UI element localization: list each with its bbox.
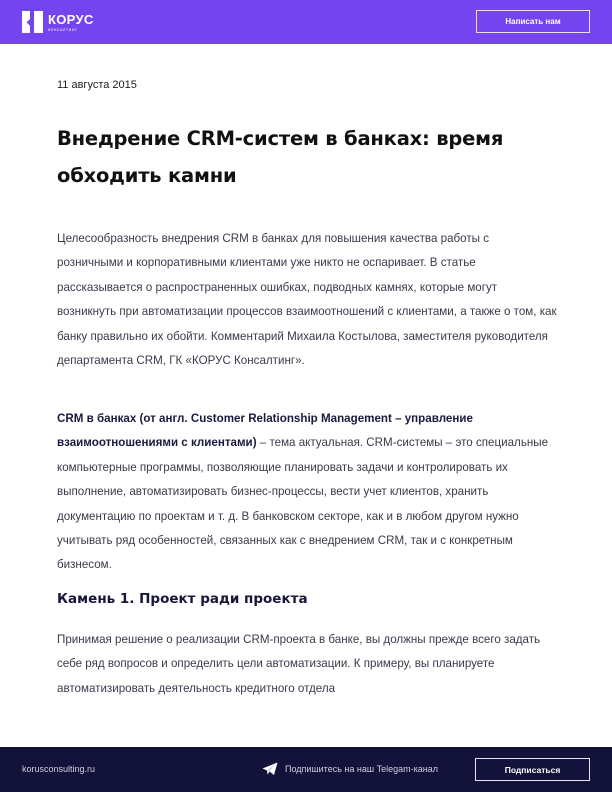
telegram-subscribe-text[interactable]: Подпишитесь на наш Telegam-канал: [285, 764, 438, 774]
korus-logo-icon: [22, 11, 43, 33]
top-header: [0, 0, 612, 44]
write-to-us-button[interactable]: Написать нам: [476, 10, 590, 33]
telegram-plane-icon[interactable]: [262, 762, 278, 776]
korus-logo[interactable]: [22, 11, 94, 33]
subscribe-button[interactable]: Подписаться: [475, 758, 590, 781]
article-intro: Целесообразность внедрения CRM в банках для повышения качества работы с розничными и корпоративными клиентами уже никто не оспаривает. В статье рассказывается о распространенных ошибках, подводных камнях, которые могут возникнуть при автоматизации процессов взаимоотношений с клиентами, а также о том, как банку правильно их обойти. Комментарий Михаила Костылова, заместителя руководителя департамента CRM, ГК «КОРУС Консалтинг».: [57, 232, 557, 368]
logo-subtitle: КОНСАЛТИНГ: [48, 27, 78, 32]
article-title: Внедрение CRM-систем в банках: время обходить камни: [57, 127, 504, 187]
bottom-footer: [0, 747, 612, 792]
site-link[interactable]: korusconsulting.ru: [22, 764, 96, 774]
section-heading: Камень 1. Проект ради проекта: [57, 591, 308, 607]
logo-name: КОРУС: [48, 11, 94, 27]
article-paragraph-crm: [57, 407, 557, 578]
crm-definition-rest: – тема актуальная. CRM-системы – это специальные компьютерные программы, позволяющие планировать задачи и контролировать их выполнение, автоматизировать бизнес-процессы, вести учет клиентов, хранить документацию по проектам и т. д. В банковском секторе, как и в любом другом нужно учитывать ряд особенностей, связанных как с внедрением CRM, так и с конкретным бизнесом.: [57, 436, 549, 572]
article-paragraph-stone1: Принимая решение о реализации CRM-проекта в банке, вы должны прежде всего задать себе ряд вопросов и определить цели автоматизации. К примеру, вы планируете автоматизировать деятельность кредитного отдела: [57, 633, 541, 695]
crm-definition-bold: CRM в банках (от англ. Customer Relationship Management – управление взаимоотношениями с клиентами): [57, 412, 473, 450]
article-date: 11 августа 2015: [57, 79, 137, 91]
